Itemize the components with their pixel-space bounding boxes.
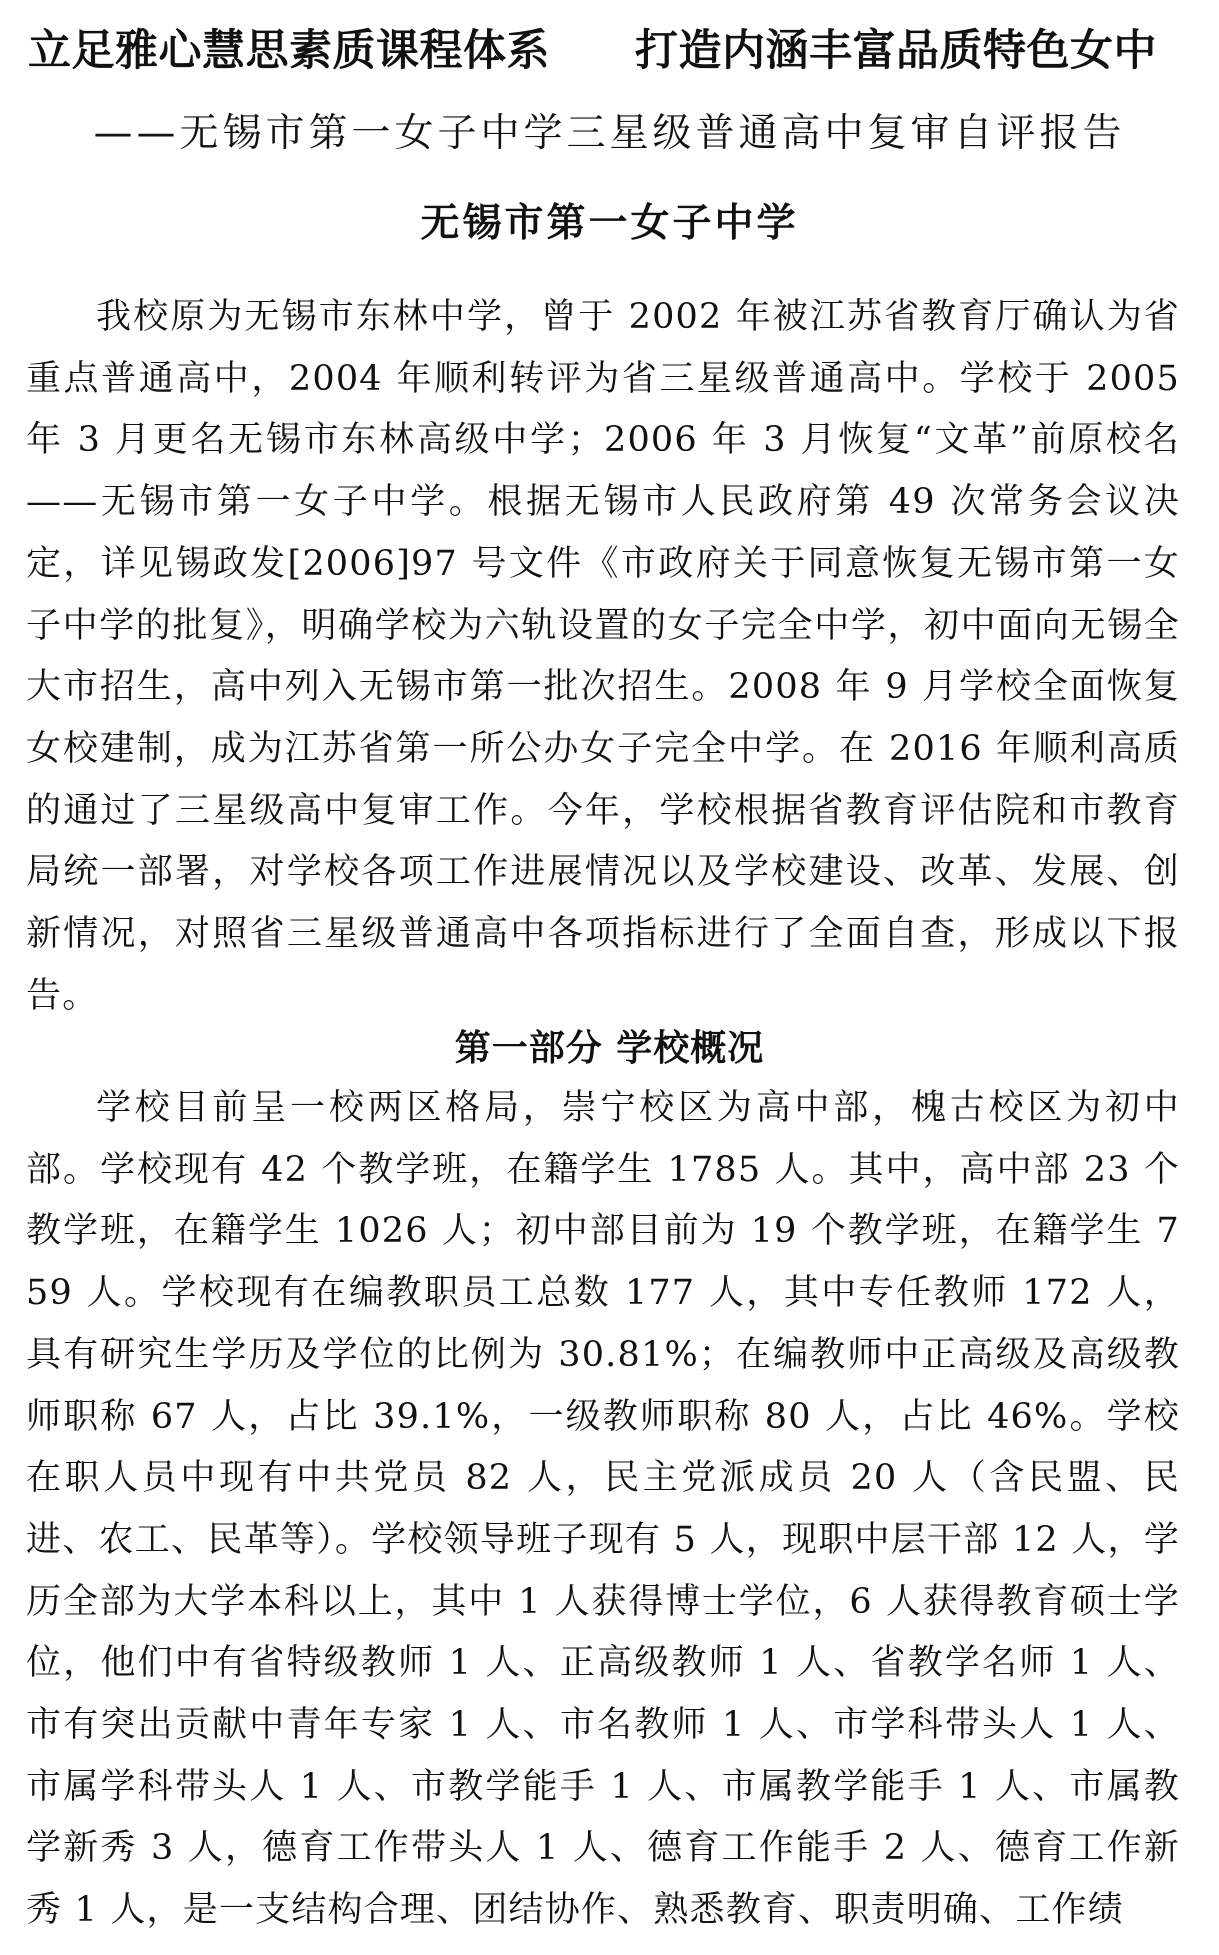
intro-paragraph: 我校原为无锡市东林中学，曾于 2002 年被江苏省教育厅确认为省重点普通高中，2004 年顺利转评为省三星级普通高中。学校于 2005 年 3 月更名无锡市东林高级中学；2006 年 3 月恢复“文革”前原校名——无锡市第一女子中学。根据无锡市人民政府第 49 次常务会议决定，详见锡政发[2006]97 号文件《市政府关于同意恢复无锡市第一女子中学的批复》，明确学校为六轨设置的女子完全中学，初中面向无锡全大市招生，高中列入无锡市第一批次招生。2008 年 9 月学校全面恢复女校建制，成为江苏省第一所公办女子完全中学。在 2016 年顺利高质的通过了三星级高中复审工作。今年，学校根据省教育评估院和市教育局统一部署，对学校各项工作进展情况以及学校建设、改革、发展、创新情况，对照省三星级普通高中各项指标进行了全面自查，形成以下报告。 bbox=[26, 297, 1180, 1016]
section-1-paragraph: 学校目前呈一校两区格局，崇宁校区为高中部，槐古校区为初中部。学校现有 42 个教学班，在籍学生 1785 人。其中，高中部 23 个教学班，在籍学生 1026 人；初中部目前为 19 个教学班，在籍学生 759 人。学校现有在编教职员工总数 177 人，其中专任教师 172 人，具有研究生学历及学位的比例为 30.81%；在编教师中正高级及高级教师职称 67 人，占比 39.1%，一级教师职称 80 人，占比 46%。学校在职人员中现有中共党员 82 人，民主党派成员 20 人（含民盟、民进、农工、民革等）。学校领导班子现有 5 人，现职中层干部 12 人，学历全部为大学本科以上，其中 1 人获得博士学位，6 人获得教育硕士学位，他们中有省特级教师 1 人、正高级教师 1 人、省教学名师 1 人、市有突出贡献中青年专家 1 人、市名教师 1 人、市学科带头人 1 人、市属学科带头人 1 人、市教学能手 1 人、市属教学能手 1 人、市属教学新秀 3 人，德育工作带头人 1 人、德育工作能手 2 人、德育工作新秀 1 人，是一支结构合理、团结协作、熟悉教育、职责明确、工作绩 bbox=[26, 1088, 1180, 1931]
main-title-right: 打造内涵丰富品质特色女中 bbox=[635, 26, 1157, 76]
report-main-title bbox=[0, 18, 1219, 88]
main-title-left: 立足雅心慧思素质课程体系 bbox=[28, 26, 550, 76]
section-1-heading: 第一部分 学校概况 bbox=[454, 1028, 765, 1069]
school-name-heading: 无锡市第一女子中学 bbox=[420, 201, 799, 246]
report-subtitle: ——无锡市第一女子中学三星级普通高中复审自评报告 bbox=[93, 111, 1126, 156]
